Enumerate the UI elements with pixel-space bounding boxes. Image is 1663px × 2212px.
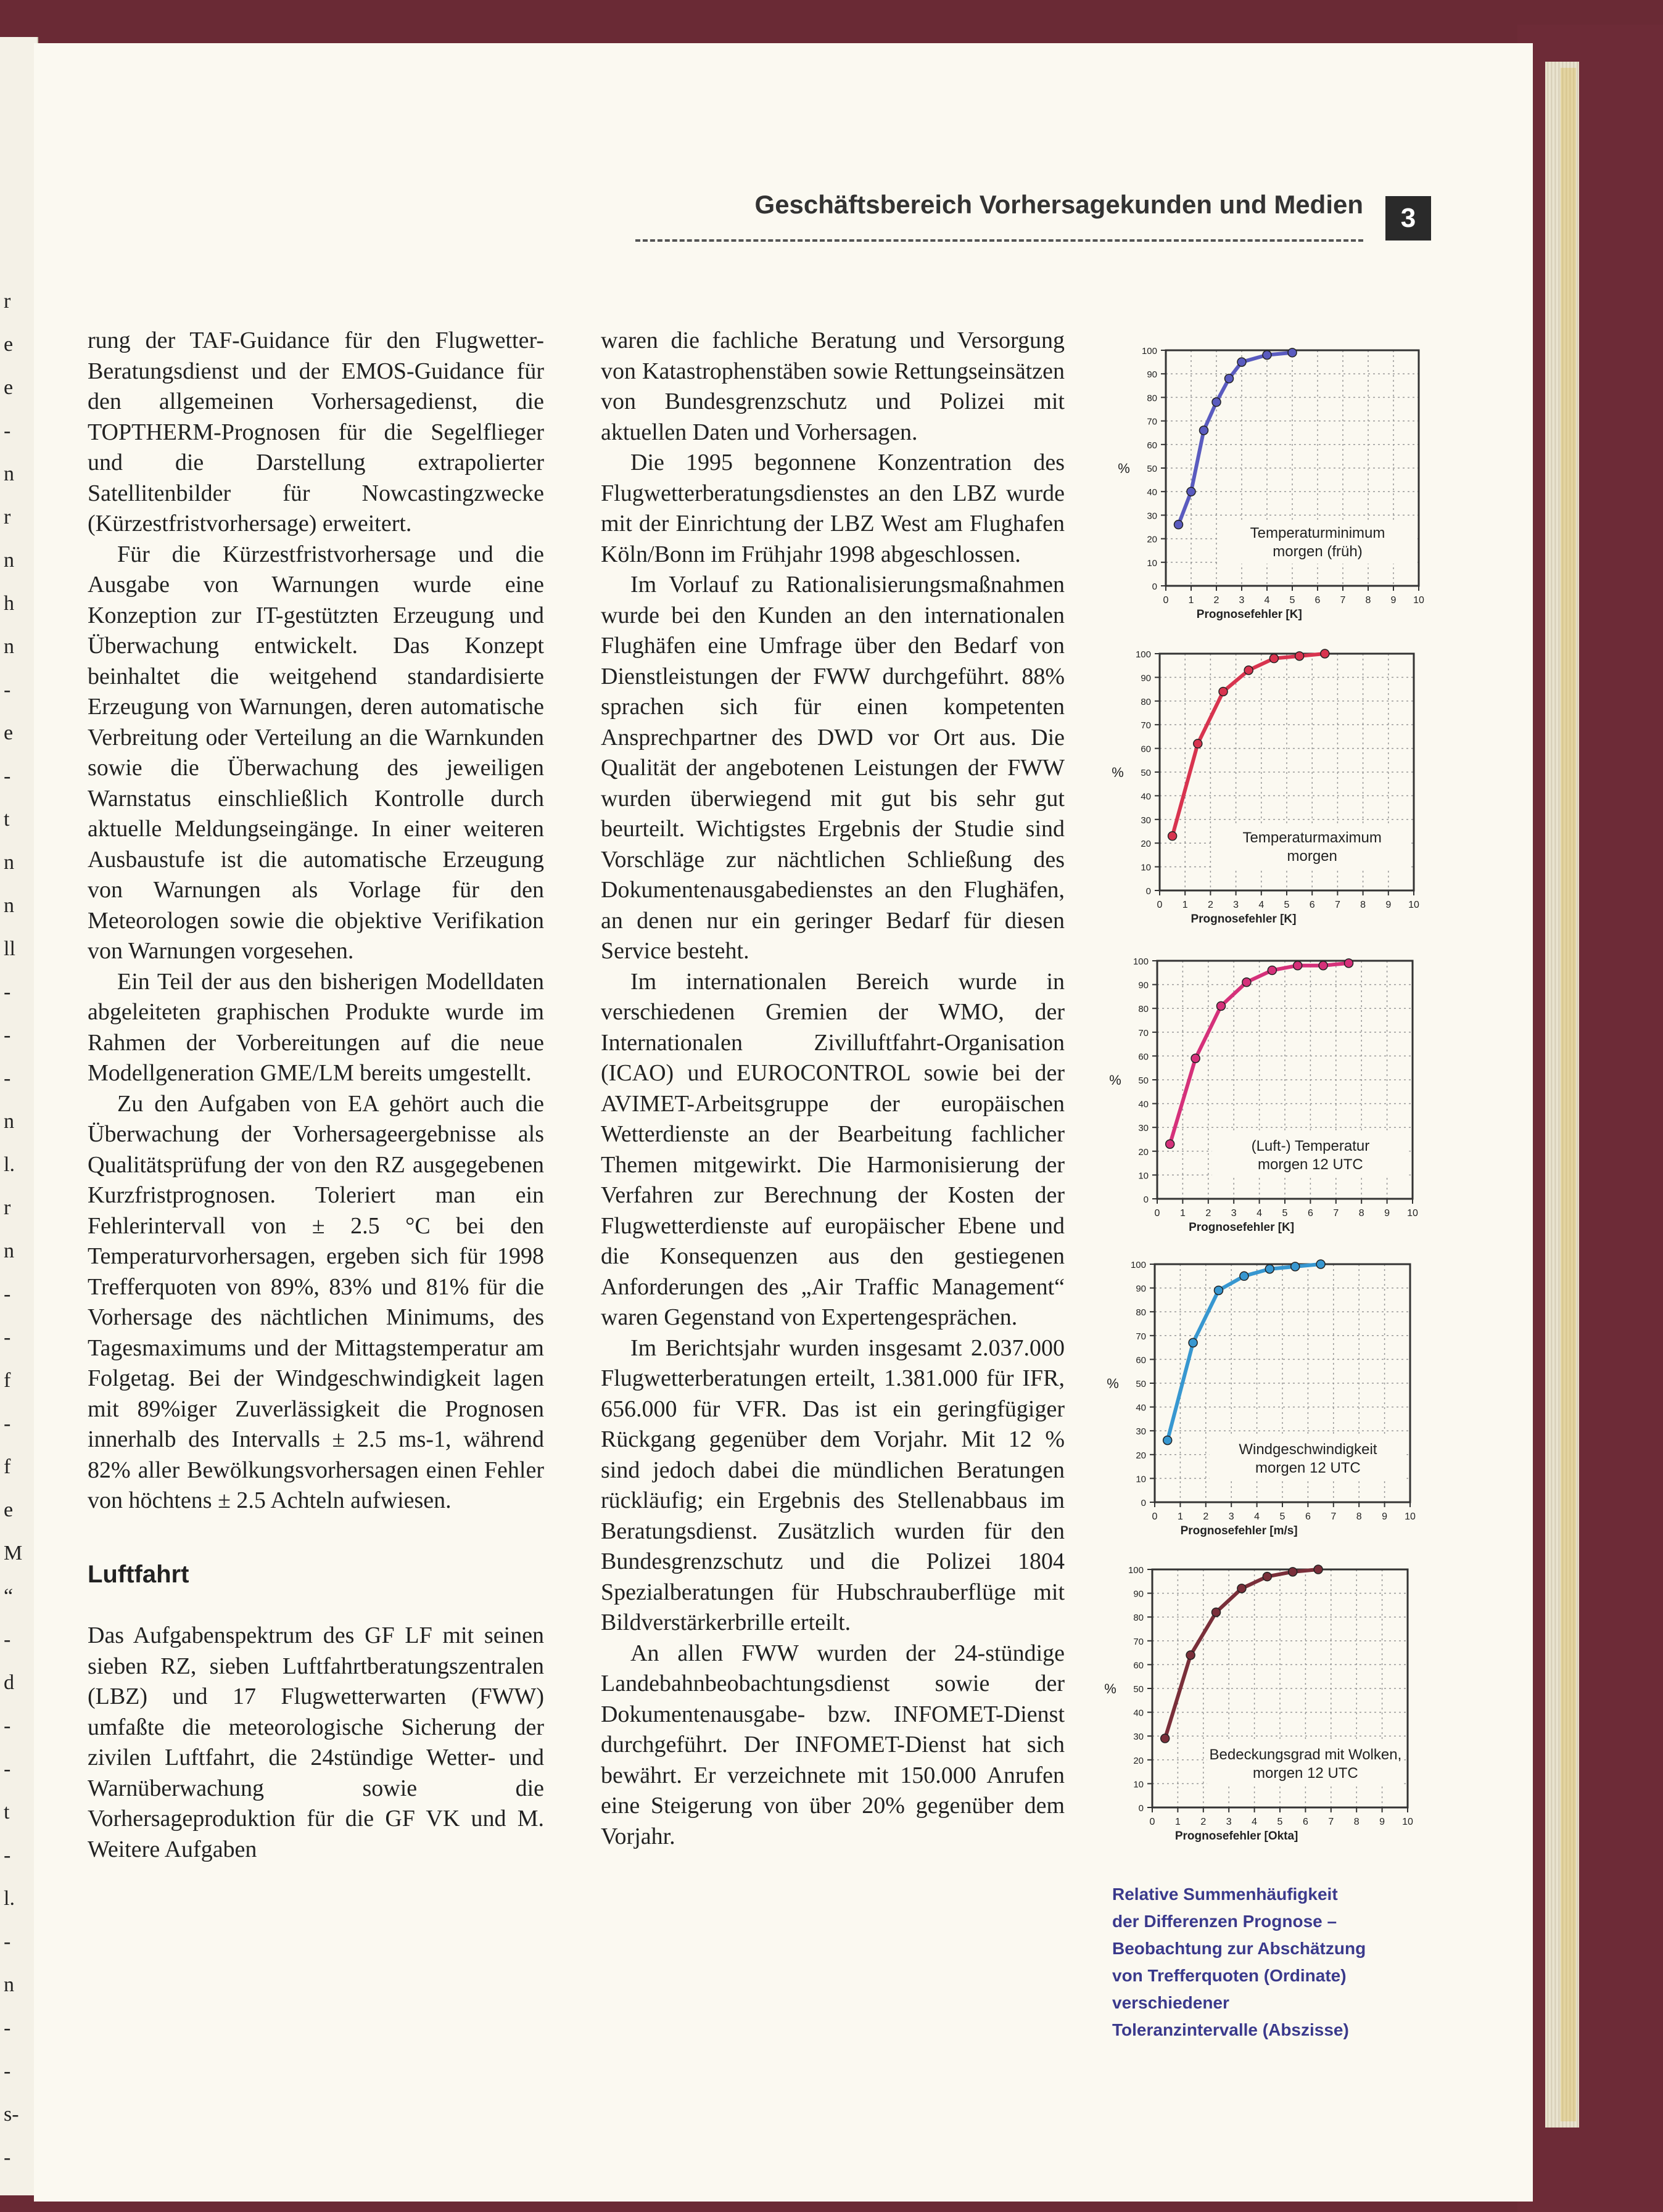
data-point: [1268, 966, 1276, 974]
data-point: [1291, 1262, 1300, 1271]
x-tick-label: 10: [1413, 595, 1424, 606]
x-tick-label: 3: [1239, 595, 1245, 606]
y-tick-label: 60: [1133, 1660, 1144, 1671]
x-tick-label: 5: [1279, 1511, 1285, 1522]
y-tick-label: 20: [1141, 839, 1151, 850]
paragraph: Die 1995 begonnene Konzentration des Flugwetterberatungsdienstes an den LBZ wurde mit der Einrichtung der LBZ West am Flughafen Köln/Bonn im Frühjahr 1998 abgeschlossen.: [601, 450, 1065, 567]
x-tick-label: 7: [1331, 1511, 1337, 1522]
x-tick-label: 4: [1254, 1511, 1260, 1522]
data-point: [1200, 426, 1208, 435]
x-tick-label: 7: [1340, 595, 1346, 606]
y-tick-label: 90: [1141, 673, 1151, 684]
data-point: [1161, 1734, 1170, 1743]
margin-fragment: r: [4, 290, 11, 313]
y-tick-label: 100: [1130, 1260, 1146, 1270]
x-tick-label: 5: [1284, 900, 1290, 910]
y-tick-label: 30: [1136, 1426, 1146, 1437]
x-tick-label: 8: [1356, 1511, 1362, 1522]
margin-fragment: e: [4, 333, 14, 356]
margin-fragment: -: [4, 1283, 11, 1305]
margin-fragment: -: [4, 1930, 11, 1953]
margin-fragment: e: [4, 722, 14, 744]
data-point: [1219, 687, 1228, 696]
y-tick-label: 80: [1141, 696, 1151, 707]
chart-title: Bedeckungsgrad mit Wolken,: [1209, 1746, 1402, 1763]
chart-title: Temperaturminimum: [1250, 525, 1385, 541]
data-point: [1191, 1054, 1200, 1063]
text-column-1: [88, 326, 544, 1865]
margin-fragment: n: [4, 635, 14, 658]
x-tick-label: 3: [1233, 900, 1239, 910]
series-line: [1168, 1264, 1321, 1441]
data-point: [1225, 374, 1234, 383]
x-tick-label: 8: [1365, 595, 1371, 606]
margin-fragment: -: [4, 765, 11, 787]
charts-svg: [1098, 339, 1443, 1843]
margin-fragment: M: [4, 1542, 23, 1564]
figure-caption: [1112, 1881, 1445, 2044]
margin-fragment: ll: [4, 937, 15, 960]
y-tick-label: 40: [1136, 1402, 1146, 1413]
paragraph: Im Vorlauf zu Rationalisierungsmaßnahmen wurde bei den Kunden an den internationalen Flughäfen eine Umfrage über den Bedarf von Dienstleistungen der FWW durchgeführt. 88% sprachen sich für einen kompetenten Ansprechpartner des DWD vor Ort aus. Die Qualität der angebotenen Leistungen der FWW wurden überwiegend mit gut bis sehr gut beurteilt. Wichtigstes Ergebnis der Studie sind Vorschläge zur nächtlichen Schließung des Dokumentenausgabedienstes an den Flughäfen, an denen nur ein geringer Bedarf für diesen Service besteht.: [601, 572, 1065, 964]
y-tick-label: 80: [1147, 393, 1157, 404]
data-point: [1321, 649, 1329, 658]
data-point: [1288, 348, 1297, 357]
paragraph: rung der TAF-Guidance für den Flugwetter-Beratungsdienst und der EMOS-Guidance für den allgemeinen Vorhersagedienst, die TOPTHERM-Prognosen für die Segelflieger und die Darstellung extrapolierter Satellitenbilder für Nowcastingzwecke (Kürzestfristvorhersage) erweitert.: [88, 327, 544, 537]
y-tick-label: 70: [1133, 1636, 1144, 1647]
x-tick-label: 6: [1305, 1511, 1311, 1522]
y-tick-label: 20: [1147, 534, 1157, 545]
x-tick-label: 6: [1309, 900, 1315, 910]
x-tick-label: 2: [1207, 900, 1213, 910]
data-point: [1212, 398, 1221, 406]
x-tick-label: 3: [1231, 1208, 1237, 1219]
x-axis-label: Prognosefehler [K]: [1191, 913, 1297, 926]
data-point: [1189, 1338, 1197, 1347]
y-tick-label: 70: [1138, 1027, 1149, 1038]
margin-fragment: -: [4, 1844, 11, 1867]
x-tick-label: 8: [1353, 1817, 1360, 1827]
x-tick-label: 5: [1282, 1208, 1288, 1219]
x-axis-label: Prognosefehler [m/s]: [1180, 1524, 1298, 1537]
x-tick-label: 2: [1213, 595, 1219, 606]
x-tick-label: 10: [1402, 1817, 1413, 1827]
x-tick-label: 0: [1149, 1817, 1155, 1827]
y-axis-label: %: [1104, 1681, 1116, 1696]
data-point: [1217, 1001, 1226, 1010]
paragraph: Im internationalen Bereich wurde in verschiedenen Gremien der WMO, der Internationalen Zivilluftfahrt-Organisation (ICAO) und EUROCONTROL sowie bei der AVIMET-Arbeitsgruppe der europäischen Wetterdienste an der Bearbeitung fachlicher Themen mitgewirkt. Die Harmonisierung der Verfahren zur Berechnung der Kosten der Flugwetterdienste auf europäischer Ebene und die Konsequenzen aus den gestiegenen Anforderungen des „Air Traffic Management“ waren Gegenstand von Expertengesprächen.: [601, 968, 1065, 1330]
x-tick-label: 10: [1408, 900, 1419, 910]
x-tick-label: 5: [1277, 1817, 1283, 1827]
margin-fragment: n: [4, 894, 14, 917]
x-tick-label: 4: [1257, 1208, 1263, 1219]
margin-fragment: -: [4, 1628, 11, 1651]
y-tick-label: 50: [1133, 1684, 1144, 1695]
chart-title: Windgeschwindigkeit: [1239, 1441, 1377, 1458]
margin-fragment: d: [4, 1671, 14, 1694]
margin-fragment: n: [4, 1110, 14, 1133]
x-tick-label: 10: [1405, 1511, 1416, 1522]
x-tick-label: 8: [1360, 900, 1366, 910]
chart-title: morgen 12 UTC: [1255, 1460, 1361, 1476]
text-column-2: [601, 326, 1065, 1852]
margin-fragment: r: [4, 506, 11, 528]
paragraph: An allen FWW wurden der 24-stündige Landebahnbeobachtungsdienst sowie der Dokumentenausgabe- bzw. INFOMET-Dienst durchgeführt. Der INFOMET-Dienst hat sich bewährt. Er verzeichnete mit 150.000 Anrufen eine Steigerung von über 20% gegenüber dem Vorjahr.: [601, 1640, 1065, 1849]
y-tick-label: 60: [1138, 1051, 1149, 1063]
margin-fragment: n: [4, 549, 14, 572]
x-tick-label: 7: [1334, 900, 1340, 910]
chart-title: morgen (früh): [1273, 543, 1363, 560]
y-tick-label: 60: [1136, 1355, 1146, 1366]
y-tick-label: 20: [1138, 1146, 1149, 1157]
x-tick-label: 4: [1264, 595, 1270, 606]
y-tick-label: 30: [1141, 815, 1151, 826]
y-tick-label: 80: [1136, 1307, 1146, 1318]
previous-page-edge: [0, 37, 38, 2195]
section-heading: Luftfahrt: [88, 1560, 189, 1588]
chart-title: morgen 12 UTC: [1253, 1765, 1358, 1782]
header-rule: [635, 239, 1363, 242]
y-tick-label: 30: [1133, 1732, 1144, 1743]
y-tick-label: 10: [1141, 862, 1151, 873]
data-point: [1212, 1608, 1221, 1616]
x-tick-label: 5: [1289, 595, 1295, 606]
data-point: [1186, 1651, 1195, 1659]
margin-fragment: t: [4, 808, 10, 831]
chapter-number: 3: [1385, 196, 1431, 241]
data-point: [1187, 487, 1195, 496]
data-point: [1163, 1436, 1172, 1445]
data-point: [1265, 1265, 1274, 1273]
book-binding: [1517, 25, 1663, 2212]
margin-fragment: n: [4, 1240, 14, 1262]
x-tick-label: 1: [1174, 1817, 1181, 1827]
chart-panel: [1118, 346, 1424, 621]
margin-fragment: -: [4, 1024, 11, 1046]
y-tick-label: 70: [1141, 720, 1151, 731]
y-tick-label: 40: [1133, 1708, 1144, 1719]
y-tick-label: 100: [1133, 956, 1149, 967]
y-axis-label: %: [1109, 1072, 1121, 1088]
data-point: [1295, 652, 1304, 660]
margin-fragment: t: [4, 1801, 10, 1823]
chart-title: morgen 12 UTC: [1258, 1156, 1363, 1173]
data-point: [1263, 1573, 1271, 1581]
chart-stack: [1098, 339, 1443, 1843]
data-point: [1269, 654, 1278, 663]
y-axis-label: %: [1107, 1376, 1119, 1391]
series-line: [1179, 353, 1293, 525]
data-point: [1240, 1272, 1248, 1280]
margin-fragment: r: [4, 1196, 11, 1219]
x-tick-label: 7: [1333, 1208, 1339, 1219]
y-tick-label: 40: [1138, 1099, 1149, 1110]
x-tick-label: 3: [1228, 1511, 1234, 1522]
y-tick-label: 10: [1147, 557, 1157, 569]
data-point: [1294, 961, 1302, 970]
caption-line: Relative Summenhäufigkeit: [1112, 1885, 1338, 1904]
x-tick-label: 0: [1152, 1511, 1158, 1522]
x-tick-label: 6: [1302, 1817, 1308, 1827]
data-point: [1314, 1565, 1323, 1574]
x-tick-label: 1: [1179, 1208, 1186, 1219]
x-tick-label: 9: [1385, 900, 1392, 910]
data-point: [1242, 978, 1251, 987]
x-axis-label: Prognosefehler [Okta]: [1174, 1830, 1298, 1843]
chart-title: (Luft-) Temperatur: [1251, 1138, 1370, 1154]
x-tick-label: 0: [1157, 900, 1163, 910]
caption-line: verschiedener: [1112, 1993, 1229, 2012]
x-tick-label: 4: [1252, 1817, 1258, 1827]
y-tick-label: 20: [1136, 1450, 1146, 1461]
page-stack-tint: [1561, 68, 1576, 2121]
margin-fragment: -: [4, 981, 11, 1003]
caption-line: von Trefferquoten (Ordinate): [1112, 1966, 1347, 1985]
x-tick-label: 1: [1182, 900, 1188, 910]
margin-fragment: -: [4, 1067, 11, 1090]
y-tick-label: 20: [1133, 1755, 1144, 1766]
y-tick-label: 50: [1147, 464, 1157, 474]
y-tick-label: 60: [1141, 744, 1151, 755]
y-tick-label: 0: [1141, 1498, 1146, 1508]
y-tick-label: 10: [1136, 1474, 1146, 1485]
margin-fragment: -: [4, 678, 11, 701]
x-axis-label: Prognosefehler [K]: [1196, 608, 1302, 621]
margin-fragment: f: [4, 1455, 11, 1478]
paragraph: Das Aufgabenspektrum des GF LF mit seinen sieben RZ, sieben Luftfahrtberatungszentralen (LBZ) und 17 Flugwetterwarten (FWW) umfaßte die meteorologische Sicherung der zivilen Luftfahrt, die 24stündige Wetter- und Warnüberwachung sowie die Vorhersageproduktion für die GF VK und M. Weitere Aufgaben: [88, 1622, 544, 1862]
x-tick-label: 4: [1258, 900, 1265, 910]
x-tick-label: 9: [1382, 1511, 1388, 1522]
y-axis-label: %: [1118, 461, 1130, 476]
x-tick-label: 9: [1384, 1208, 1390, 1219]
x-tick-label: 10: [1407, 1208, 1418, 1219]
margin-fragment: -: [4, 2017, 11, 2039]
x-axis-label: Prognosefehler [K]: [1189, 1221, 1295, 1234]
data-point: [1316, 1260, 1325, 1268]
margin-fragment: -: [4, 1412, 11, 1435]
margin-fragment: f: [4, 1369, 11, 1392]
data-point: [1345, 959, 1353, 968]
y-tick-label: 40: [1141, 791, 1151, 802]
x-tick-label: 0: [1163, 595, 1169, 606]
x-tick-label: 6: [1307, 1208, 1313, 1219]
margin-fragment: n: [4, 463, 14, 485]
margin-fragment: e: [4, 1499, 14, 1521]
margin-fragment: -: [4, 1758, 11, 1780]
chart-panel: [1109, 956, 1418, 1234]
data-point: [1174, 520, 1183, 529]
data-point: [1237, 358, 1246, 366]
margin-fragment: e: [4, 376, 14, 399]
data-point: [1237, 1584, 1246, 1593]
y-tick-label: 50: [1138, 1075, 1149, 1086]
paragraph: Ein Teil der aus den bisherigen Modelldaten abgeleiteten graphischen Produkte wurde im Rahmen der Vorbereitungen auf die neue Modellgeneration GME/LM bereits umgestellt.: [88, 968, 544, 1086]
y-tick-label: 60: [1147, 440, 1157, 451]
data-point: [1215, 1286, 1223, 1294]
data-point: [1194, 739, 1202, 748]
margin-fragment: l.: [4, 1153, 15, 1176]
y-tick-label: 80: [1138, 1004, 1149, 1015]
data-point: [1289, 1568, 1297, 1576]
y-tick-label: 30: [1138, 1123, 1149, 1134]
chart-panel: [1107, 1260, 1416, 1537]
paragraph: Im Berichtsjahr wurden insgesamt 2.037.000 Flugwetterberatungen erteilt, 1.381.000 für IFR, 656.000 für VFR. Das ist ein geringfügiger Rückgang gegenüber dem Vorjahr. Mit 12 % sind jedoch dabei die mündlichen Beratungen rückläufig; ein Ergebnis des Stellenabbaus im Beratungsdienst. Zusätzlich wurden für den Bundesgrenzschutz und die Polizei 1804 Spezialberatungen für Hubschrauberflüge mit Bildverstärkerbrille erteilt.: [601, 1334, 1065, 1635]
y-axis-label: %: [1112, 765, 1124, 780]
x-tick-label: 2: [1205, 1208, 1211, 1219]
y-tick-label: 50: [1136, 1379, 1146, 1389]
y-tick-label: 90: [1147, 369, 1157, 380]
margin-fragment: “: [4, 1585, 14, 1608]
x-tick-label: 3: [1226, 1817, 1232, 1827]
series-line: [1170, 963, 1349, 1144]
margin-fragment: n: [4, 1973, 14, 1996]
paragraph: Für die Kürzestfristvorhersage und die Ausgabe von Warnungen wurde eine Konzeption zur IT-gestützten Erzeugung und Überwachung entwickelt. Das Konzept beinhaltet die weitgehend standardisierte Erzeugung von Warnungen, deren automatische Verbreitung oder Verteilung an die Warnkunden sowie die Überwachung des jeweiligen Warnstatus einschließlich Kontrolle durch aktuelle Meldungseingänge. In einer weiteren Ausbaustufe ist die automatische Erzeugung von Warnungen als Vorlage für den Meteorologen sowie die objektive Verifikation von Warnungen vorgesehen.: [88, 541, 544, 964]
y-tick-label: 80: [1133, 1613, 1144, 1624]
x-tick-label: 2: [1203, 1511, 1209, 1522]
y-tick-label: 100: [1128, 1565, 1144, 1576]
caption-line: Toleranzintervalle (Abszisse): [1112, 2020, 1349, 2039]
x-tick-label: 6: [1314, 595, 1321, 606]
data-point: [1319, 961, 1327, 970]
x-tick-label: 1: [1177, 1511, 1183, 1522]
x-tick-label: 0: [1154, 1208, 1160, 1219]
y-tick-label: 10: [1138, 1170, 1149, 1182]
chart-panel: [1104, 1565, 1413, 1843]
chart-title: morgen: [1287, 848, 1337, 865]
y-tick-label: 100: [1141, 346, 1157, 356]
y-tick-label: 90: [1138, 980, 1149, 991]
running-title: Geschäftsbereich Vorhersagekunden und Medien: [754, 190, 1363, 219]
y-tick-label: 90: [1136, 1283, 1146, 1294]
caption-line: Beobachtung zur Abschätzung: [1112, 1939, 1366, 1958]
x-tick-label: 9: [1379, 1817, 1385, 1827]
y-tick-label: 100: [1135, 649, 1151, 660]
margin-fragment: l.: [4, 1887, 15, 1910]
x-tick-label: 7: [1328, 1817, 1334, 1827]
y-tick-label: 0: [1143, 1194, 1149, 1205]
caption-line: der Differenzen Prognose –: [1112, 1912, 1337, 1931]
margin-fragment: -: [4, 1326, 11, 1349]
margin-fragment: h: [4, 592, 14, 615]
margin-fragment: s-: [4, 2103, 19, 2126]
paragraph: Zu den Aufgaben von EA gehört auch die Überwachung der Vorhersageergebnisse als Qualitätsprüfung der von den RZ ausgegebenen Kurzfristprognosen. Toleriert man ein Fehlerintervall von ± 2.5 °C bei den Temperaturvorhersagen, ergeben sich für 1998 Trefferquoten von 89%, 83% und 81% für die Vorhersage des nächtlichen Minimums, des Tagesmaximums und der Mittagstemperatur am Folgetag. Bei der Windgeschwindigkeit lagen mit 89%iger Zuverlässigkeit die Prognosen innerhalb des Intervalls ± 2.5 ms-1, während 82% aller Bewölkungsvorhersagen einen Fehler von höchtens ± 2.5 Achteln aufwiesen.: [88, 1090, 544, 1513]
y-tick-label: 30: [1147, 511, 1157, 522]
y-tick-label: 40: [1147, 487, 1157, 498]
x-tick-label: 9: [1390, 595, 1397, 606]
x-tick-label: 2: [1200, 1817, 1207, 1827]
chart-panel: [1112, 649, 1419, 926]
margin-fragment: -: [4, 419, 11, 442]
y-tick-label: 0: [1138, 1803, 1144, 1814]
margin-fragment: n: [4, 851, 14, 874]
y-tick-label: 10: [1133, 1779, 1144, 1790]
y-tick-label: 70: [1147, 416, 1157, 427]
x-tick-label: 8: [1358, 1208, 1364, 1219]
data-point: [1168, 832, 1177, 841]
y-tick-label: 0: [1145, 886, 1151, 897]
data-point: [1263, 351, 1271, 360]
y-tick-label: 50: [1141, 768, 1151, 778]
y-tick-label: 70: [1136, 1331, 1146, 1342]
margin-fragment: -: [4, 2146, 11, 2169]
chart-title: Temperaturmaximum: [1242, 829, 1382, 846]
y-tick-label: 0: [1152, 582, 1157, 592]
margin-fragment: -: [4, 1714, 11, 1737]
x-tick-label: 1: [1188, 595, 1194, 606]
y-tick-label: 90: [1133, 1589, 1144, 1600]
data-point: [1166, 1140, 1174, 1148]
margin-fragment: -: [4, 2060, 11, 2082]
data-point: [1244, 666, 1253, 675]
paragraph: waren die fachliche Beratung und Versorgung von Katastrophenstäben sowie Rettungseinsätzen von Bundesgrenzschutz und Polizei mit aktuellen Daten und Vorhersagen.: [601, 327, 1065, 445]
